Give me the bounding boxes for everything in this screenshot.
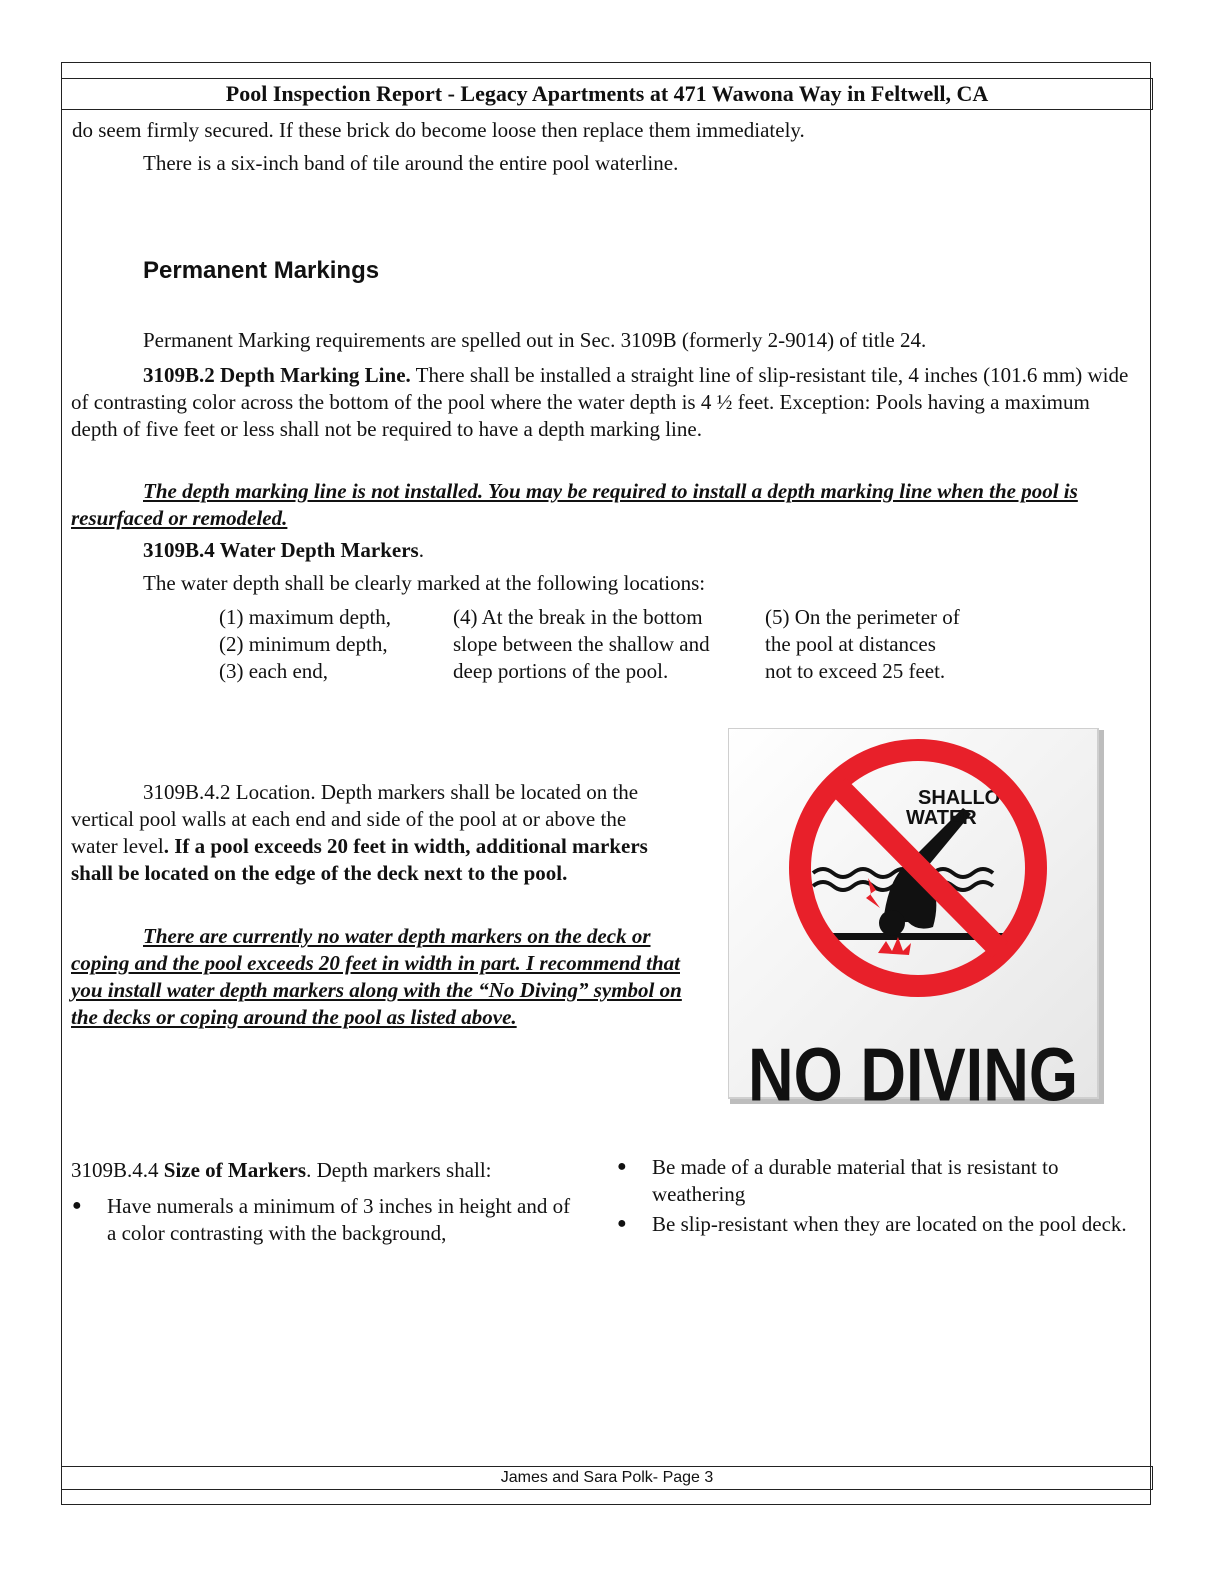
size-suffix: . Depth markers shall: bbox=[306, 1158, 492, 1182]
intro-line-2: There is a six-inch band of tile around the entire pool waterline. bbox=[143, 151, 679, 175]
bullet-dot: ● bbox=[72, 1197, 82, 1214]
sign-top-text-1: SHALLOW bbox=[918, 787, 1020, 809]
size-prefix: 3109B.4.4 bbox=[71, 1158, 164, 1182]
locations-col3-line3: not to exceed 25 feet. bbox=[765, 659, 946, 683]
bullet-right-1: Be made of a durable material that is resistant to weathering bbox=[652, 1155, 1059, 1206]
location-finding-text: There are currently no water depth markers on the deck or coping and the pool exceeds 20 feet in width in part. I recommend that you install water depth markers along with the “No Diving” symbol on the decks or coping around the pool as listed above. bbox=[71, 924, 682, 1029]
locations-col2-line3: deep portions of the pool. bbox=[453, 659, 669, 683]
sign-no-diving-text: NO DIVING bbox=[748, 1032, 1078, 1108]
depth-marking-line-text: There shall be installed a straight line of slip-resistant tile, 4 inches (101.6 mm) wide of contrasting color across the bottom of the pool where the water depth is 4 ½ feet. Exception: Pools having a maximum depth of five feet or less shall not be required to have a depth marking line. bbox=[71, 363, 1129, 441]
bullet-dot: ● bbox=[617, 1158, 627, 1175]
location-rule-bold: . If a pool exceeds 20 feet in width, additional markers shall be located on the edge of the deck next to the pool. bbox=[71, 834, 648, 885]
depth-marking-line-label: 3109B.2 Depth Marking Line. bbox=[143, 363, 411, 387]
intro-line-1: do seem firmly secured. If these brick do become loose then replace them immediately. bbox=[72, 118, 805, 142]
locations-col3-line2: the pool at distances bbox=[765, 632, 936, 656]
requirements-paragraph: Permanent Marking requirements are spelled out in Sec. 3109B (formerly 2-9014) of title 24. bbox=[143, 328, 927, 352]
locations-col1-line2: (2) minimum depth, bbox=[219, 632, 388, 656]
page-header: Pool Inspection Report - Legacy Apartments at 471 Wawona Way in Feltwell, CA bbox=[61, 78, 1153, 110]
size-of-markers-heading bbox=[71, 1157, 492, 1184]
size-label: Size of Markers bbox=[163, 1158, 307, 1182]
locations-col2-line2: slope between the shallow and bbox=[453, 632, 710, 656]
depth-marking-line-rule bbox=[71, 362, 1141, 443]
locations-col1-line1: (1) maximum depth, bbox=[219, 605, 392, 629]
bullet-left-1: Have numerals a minimum of 3 inches in height and of a color contrasting with the background, bbox=[107, 1194, 571, 1245]
bullet-right-2: Be slip-resistant when they are located on the pool deck. bbox=[652, 1212, 1127, 1236]
depth-line-finding-text: The depth marking line is not installed. You may be required to install a depth marking line when the pool is resurfaced or remodeled. bbox=[71, 479, 1078, 530]
markers-period: . bbox=[418, 538, 424, 562]
location-finding bbox=[71, 923, 683, 1031]
water-depth-markers-heading bbox=[143, 537, 424, 564]
section-heading: Permanent Markings bbox=[143, 257, 380, 284]
no-diving-sign-image bbox=[728, 728, 1108, 1108]
depth-marking-line-finding bbox=[71, 478, 1141, 532]
markers-label: 3109B.4 Water Depth Markers bbox=[143, 538, 419, 562]
sign-top-text-2: WATER bbox=[906, 807, 977, 829]
bullet-dot: ● bbox=[617, 1215, 627, 1232]
location-rule bbox=[71, 779, 671, 887]
page-footer: James and Sara Polk- Page 3 bbox=[61, 1466, 1153, 1490]
location-rule-plain: 3109B.4.2 Location. Depth markers shall be located on the vertical pool walls at each end and side of the pool at or above the water level bbox=[71, 780, 639, 858]
locations-col2-line1: (4) At the break in the bottom bbox=[453, 605, 703, 629]
locations-col3-line1: (5) On the perimeter of bbox=[765, 605, 960, 629]
markers-intro: The water depth shall be clearly marked at the following locations: bbox=[143, 571, 706, 595]
locations-col1-line3: (3) each end, bbox=[219, 659, 329, 683]
